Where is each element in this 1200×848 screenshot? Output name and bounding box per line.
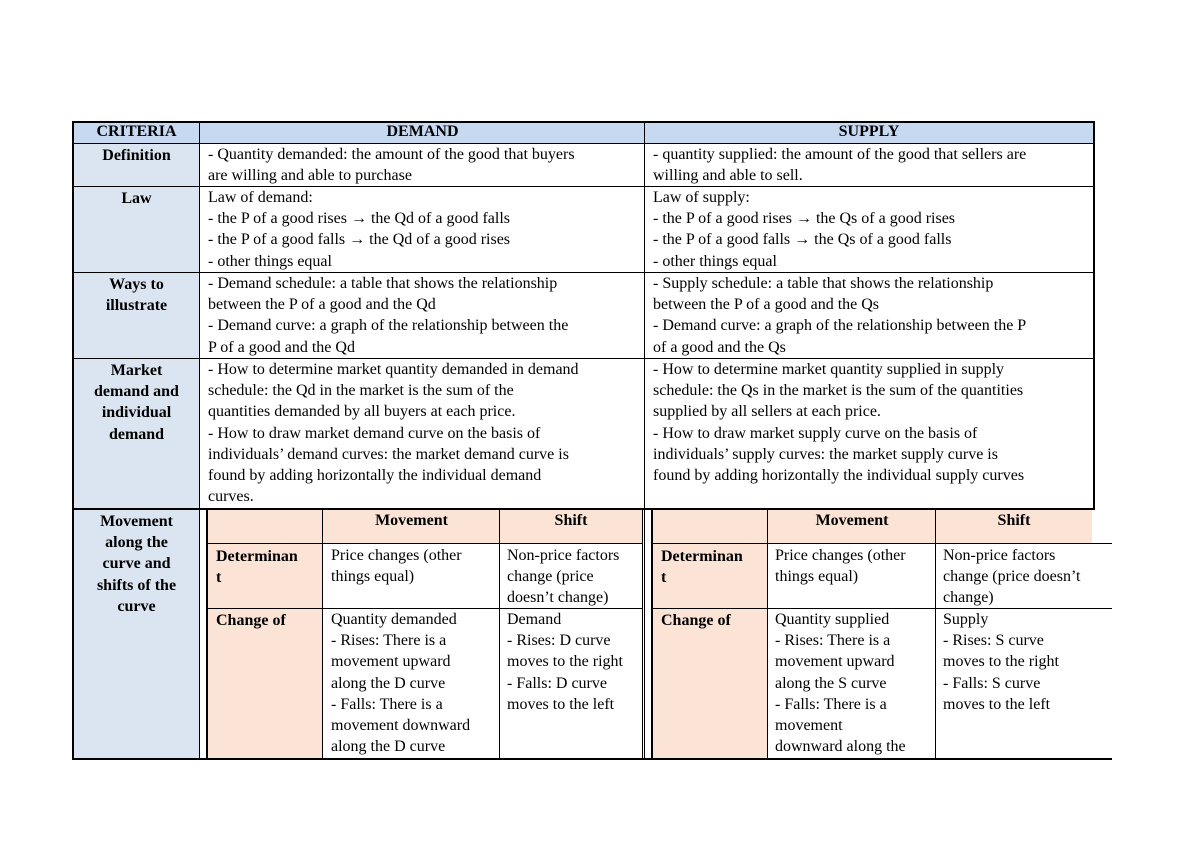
demand-sub-change-label — [208, 609, 323, 759]
criteria-movement-line: Movement — [100, 513, 173, 530]
supply-law — [653, 187, 955, 272]
rule-right — [1093, 121, 1095, 510]
supply-market-line: individuals’ supply curves: the market supply curve is — [653, 445, 998, 463]
rule-sub-d-1 — [322, 509, 323, 759]
supply-sub-determinant-movement-line: things equal) — [775, 568, 859, 586]
criteria-market — [73, 358, 200, 509]
demand-law-line: Law of demand: — [208, 189, 313, 206]
demand-law-line: - the P of a good falls → the Qd of a good rises — [208, 231, 511, 249]
supply-sub-change-movement — [775, 609, 906, 757]
demand-law — [208, 187, 510, 272]
rule-sub-s-1 — [767, 509, 768, 759]
supply-sub-change-label-line: Change of — [661, 612, 731, 629]
demand-sub-change-label-line: Change of — [216, 612, 286, 629]
rule-top — [72, 121, 1094, 123]
criteria-market-line: individual — [101, 404, 172, 422]
criteria-law-line: Law — [121, 190, 152, 207]
supply-sub-change-shift-line: moves to the right — [943, 653, 1059, 671]
criteria-movement — [73, 509, 200, 759]
demand-sub-change-movement-line: - Falls: There is a — [331, 695, 443, 713]
demand-sub-change-movement — [331, 609, 470, 757]
supply-sub-head-shift: Shift — [936, 510, 1092, 543]
rule-after-law — [72, 272, 1094, 273]
demand-sub-determinant-shift — [507, 545, 619, 609]
demand-market-line: curves. — [208, 488, 254, 506]
demand-sub-change-shift-line: - Rises: D curve — [507, 632, 611, 650]
demand-market-line: schedule: the Qd in the market is the sum of the — [208, 382, 514, 400]
demand-sub-head-movement: Movement — [323, 510, 500, 543]
supply-sub-determinant-shift — [943, 545, 1080, 609]
supply-sub-determinant-movement — [775, 545, 906, 587]
demand-market — [208, 359, 579, 507]
supply-sub-determinant-label-line: Determinan — [661, 548, 743, 565]
rule-sub-d-2 — [499, 509, 500, 759]
supply-sub-change-movement-line: movement upward — [775, 653, 895, 671]
supply-sub-change-movement-line: - Falls: There is a — [775, 695, 887, 713]
demand-ways-line: - Demand curve: a graph of the relationship between the — [208, 317, 569, 335]
supply-sub-change-shift-line: - Falls: S curve — [943, 674, 1041, 692]
supply-market-line: - How to draw market supply curve on the basis of — [653, 424, 978, 442]
supply-ways-line: - Supply schedule: a table that shows the relationship — [653, 275, 994, 292]
supply-sub-change-movement-line: movement — [775, 717, 843, 735]
rule-mid — [644, 121, 645, 760]
demand-ways-line: between the P of a good and the Qd — [208, 296, 436, 314]
supply-sub-corner — [653, 510, 768, 543]
demand-sub-determinant-shift-line: Non-price factors — [507, 547, 620, 564]
rule-after-ways — [72, 358, 1094, 359]
rule-criteria — [199, 121, 200, 760]
rule-sub-d-left — [206, 509, 208, 759]
demand-sub-change-movement-line: movement upward — [331, 653, 451, 671]
supply-sub-change-movement-line: along the S curve — [775, 674, 887, 692]
demand-sub-determinant-label-line: Determinan — [216, 548, 298, 565]
supply-market-line: - How to determine market quantity supplied in supply — [653, 361, 1005, 378]
supply-sub-determinant-label-line: t — [661, 569, 667, 587]
demand-sub-change-movement-line: along the D curve — [331, 738, 446, 756]
demand-market-line: - How to determine market quantity demanded in demand — [208, 361, 579, 378]
demand-sub-determinant-shift-line: change (price — [507, 568, 594, 586]
demand-sub-determinant-movement-line: Price changes (other — [331, 547, 462, 564]
demand-definition-line: are willing and able to purchase — [208, 167, 412, 185]
demand-sub-change-movement-line: movement downward — [331, 717, 471, 735]
criteria-ways — [73, 272, 200, 358]
header-demand: DEMAND — [200, 122, 645, 143]
criteria-ways-line: Ways to — [109, 276, 164, 293]
criteria-movement-line: along the — [105, 534, 168, 552]
rule-sub-d-right — [642, 509, 643, 759]
supply-market-line: found by adding horizontally the individual supply curves — [653, 467, 1025, 485]
demand-market-line: found by adding horizontally the individual demand — [208, 467, 542, 485]
supply-sub-change-movement-line: downward along the — [775, 738, 906, 756]
demand-definition — [208, 144, 575, 186]
demand-ways-line: P of a good and the Qd — [208, 338, 355, 356]
supply-sub-change-shift-line: Supply — [943, 611, 989, 628]
supply-ways-line: of a good and the Qs — [653, 338, 786, 356]
demand-sub-determinant-movement-line: things equal) — [331, 568, 415, 586]
rule-left — [72, 121, 74, 760]
demand-sub-change-shift-line: - Falls: D curve — [507, 674, 607, 692]
demand-sub-change-shift-line: moves to the left — [507, 695, 615, 713]
header-supply: SUPPLY — [645, 122, 1093, 143]
header-criteria: CRITERIA — [73, 122, 200, 143]
criteria-definition — [73, 143, 200, 186]
supply-sub-change-shift-line: moves to the left — [943, 695, 1051, 713]
supply-market-line: schedule: the Qs in the market is the sum of the quantities — [653, 382, 1024, 400]
supply-sub-change-shift-line: - Rises: S curve — [943, 632, 1044, 650]
supply-sub-change-movement-line: Quantity supplied — [775, 611, 890, 628]
supply-sub-determinant-shift-line: change (price doesn’t — [943, 568, 1081, 586]
demand-market-line: quantities demanded by all buyers at each price. — [208, 403, 516, 421]
demand-definition-line: - Quantity demanded: the amount of the good that buyers — [208, 146, 575, 163]
supply-ways-line: between the P of a good and the Qs — [653, 296, 880, 314]
supply-sub-change-label — [653, 609, 768, 759]
criteria-market-line: demand — [108, 425, 165, 443]
demand-sub-determinant-shift-line: doesn’t change) — [507, 589, 609, 607]
demand-sub-determinant-label-line: t — [216, 569, 222, 587]
demand-law-line: - the P of a good rises → the Qd of a good falls — [208, 210, 511, 228]
supply-sub-determinant-shift-line: Non-price factors — [943, 547, 1056, 564]
demand-sub-change-shift-line: Demand — [507, 611, 562, 628]
supply-ways-line: - Demand curve: a graph of the relationship between the P — [653, 317, 1027, 335]
criteria-movement-line: curve — [117, 597, 156, 615]
demand-sub-determinant-label — [208, 544, 323, 608]
supply-law-line: Law of supply: — [653, 189, 750, 206]
demand-ways-line: - Demand schedule: a table that shows the relationship — [208, 275, 558, 292]
supply-market-line: supplied by all sellers at each price. — [653, 403, 881, 421]
rule-after-market — [72, 508, 1094, 510]
demand-market-line: individuals’ demand curves: the market demand curve is — [208, 445, 569, 463]
supply-definition-line: willing and able to sell. — [653, 167, 803, 185]
demand-market-line: - How to draw market demand curve on the basis of — [208, 424, 541, 442]
supply-definition — [653, 144, 1026, 186]
supply-sub-head-movement: Movement — [768, 510, 936, 543]
demand-law-line: - other things equal — [208, 252, 332, 270]
rule-sub-det-s — [652, 608, 1112, 609]
demand-sub-determinant-movement — [331, 545, 462, 587]
supply-sub-change-shift — [943, 609, 1059, 715]
supply-sub-determinant-label — [653, 544, 768, 608]
rule-after-definition — [72, 186, 1094, 187]
demand-sub-change-movement-line: Quantity demanded — [331, 611, 457, 628]
rule-sub-head-s — [652, 543, 1112, 544]
supply-market — [653, 359, 1024, 486]
supply-sub-determinant-movement-line: Price changes (other — [775, 547, 906, 564]
criteria-movement-line: shifts of the — [96, 576, 177, 594]
supply-law-line: - other things equal — [653, 252, 777, 270]
supply-law-line: - the P of a good rises → the Qs of a good rises — [653, 210, 956, 228]
criteria-movement-line: curve and — [102, 555, 171, 573]
supply-law-line: - the P of a good falls → the Qs of a good falls — [653, 231, 952, 249]
demand-sub-head-shift: Shift — [500, 510, 642, 543]
demand-ways — [208, 273, 568, 358]
demand-sub-change-shift-line: moves to the right — [507, 653, 623, 671]
rule-sub-det — [207, 608, 643, 609]
supply-ways — [653, 273, 1026, 358]
demand-sub-change-movement-line: along the D curve — [331, 674, 446, 692]
rule-sub-head — [207, 543, 643, 544]
rule-after-header — [72, 143, 1094, 144]
supply-sub-change-movement-line: - Rises: There is a — [775, 632, 891, 650]
rule-sub-s-2 — [935, 509, 936, 759]
supply-sub-determinant-shift-line: change) — [943, 589, 994, 607]
criteria-definition-line: Definition — [102, 147, 171, 164]
demand-sub-change-shift — [507, 609, 623, 715]
criteria-market-line: demand and — [94, 383, 179, 401]
rule-sub-s-left — [651, 509, 653, 759]
supply-definition-line: - quantity supplied: the amount of the good that sellers are — [653, 146, 1027, 163]
demand-sub-change-movement-line: - Rises: There is a — [331, 632, 447, 650]
rule-bottom — [72, 758, 1112, 760]
criteria-market-line: Market — [110, 362, 163, 379]
criteria-law — [73, 186, 200, 272]
criteria-ways-line: illustrate — [105, 297, 168, 315]
demand-sub-corner — [208, 510, 323, 543]
